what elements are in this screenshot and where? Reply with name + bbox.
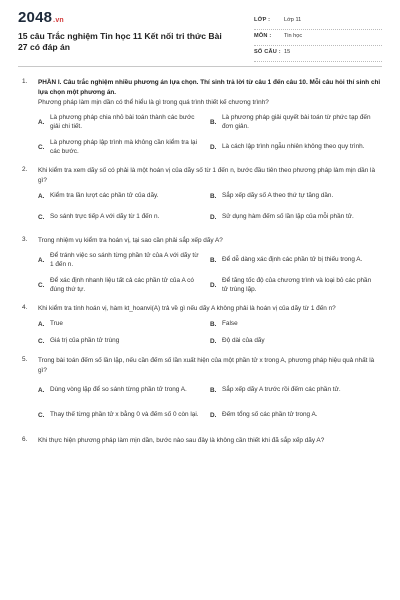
question-6	[22, 436, 382, 446]
meta-label: MÔN :	[254, 33, 272, 39]
option-letter: D.	[210, 281, 217, 289]
option-text: Sắp xếp dãy A trước rồi đếm các phần tử.	[222, 386, 341, 394]
option-grid	[38, 249, 382, 296]
option-letter: A.	[38, 386, 45, 394]
option-b[interactable]	[210, 249, 382, 271]
option-c[interactable]	[38, 274, 210, 296]
meta-value: Lớp 11	[284, 17, 302, 23]
option-text: True	[50, 320, 63, 328]
header-divider	[18, 66, 382, 67]
option-text: Là phương pháp chia nhỏ bài toán thành các bước giải chi tiết.	[50, 113, 195, 130]
question-text: Khi kiểm tra tính hoán vị, hàm kt_hoanvi(A) trả về gì nếu dãy A không phải là hoán vị của dãy từ 1 đến n?	[38, 305, 336, 312]
site-logo[interactable]: 2048.vn	[18, 9, 64, 26]
question-text: Khi thực hiện phương pháp làm mịn dần, bước nào sau đây là không cần thiết khi đã sắp xếp dãy A?	[38, 437, 325, 444]
option-letter: A.	[38, 320, 45, 328]
option-c[interactable]	[38, 206, 210, 228]
option-letter: A.	[38, 256, 45, 264]
option-letter: B.	[210, 192, 217, 200]
option-letter: C.	[38, 411, 45, 419]
question-number: 3.	[22, 236, 28, 243]
question-1	[22, 78, 382, 158]
meta-value: Tin học	[284, 33, 303, 39]
option-letter: C.	[38, 337, 45, 345]
question-text: Trong bài toán đếm số lần lặp, nếu cần đếm số lần xuất hiện của một phần tử x trong A, phương pháp hiệu quả nhất là gì?	[38, 357, 375, 374]
question-4	[22, 304, 382, 348]
question-number: 6.	[22, 436, 28, 443]
option-text: False	[222, 320, 238, 328]
option-letter: B.	[210, 118, 217, 126]
option-c[interactable]	[38, 136, 210, 158]
option-text: Độ dài của dãy	[222, 337, 265, 345]
option-letter: A.	[38, 118, 45, 126]
option-d[interactable]	[210, 206, 382, 228]
option-grid	[38, 111, 382, 158]
option-letter: D.	[210, 337, 217, 345]
option-a[interactable]	[38, 317, 210, 331]
option-text: Kiểm tra lần lượt các phần tử của dãy.	[50, 192, 159, 200]
option-text: Sử dụng hàm đếm số lần lặp của mỗi phần tử.	[222, 213, 354, 221]
option-letter: D.	[210, 411, 217, 419]
question-text: Khi kiểm tra xem dãy số có phải là một hoán vị của dãy số từ 1 đến n, bước đầu tiên theo phương pháp làm mịn dần là gì?	[38, 167, 376, 184]
meta-row-class	[254, 14, 382, 30]
option-c[interactable]	[38, 334, 210, 348]
question-number: 2.	[22, 166, 28, 173]
meta-value: 15	[284, 49, 291, 55]
option-grid	[38, 317, 382, 348]
meta-row-subject	[254, 30, 382, 46]
option-text: Để dễ dàng xác định các phần tử bị thiếu trong A.	[222, 256, 363, 264]
option-d[interactable]	[210, 274, 382, 296]
question-number: 1.	[22, 78, 28, 85]
meta-row-count	[254, 46, 382, 62]
option-letter: C.	[38, 213, 45, 221]
meta-label: LỚP :	[254, 17, 271, 23]
question-number: 5.	[22, 356, 28, 363]
document-meta	[254, 14, 382, 62]
option-letter: B.	[210, 320, 217, 328]
document-header	[0, 0, 400, 66]
option-b[interactable]	[210, 189, 382, 203]
question-2	[22, 166, 382, 228]
question-3	[22, 236, 382, 296]
option-text: Là phương pháp lập trình mà không cần kiểm tra lại các bước.	[50, 138, 198, 155]
option-grid	[38, 379, 382, 426]
option-b[interactable]	[210, 317, 382, 331]
option-c[interactable]	[38, 404, 210, 426]
section-instructions: PHẦN I. Câu trắc nghiệm nhiều phương án lựa chọn. Thí sinh trả lời từ câu 1 đến câu 10. Mỗi câu hỏi thí sinh chỉ lựa chọn một phương án.	[38, 79, 381, 96]
option-b[interactable]	[210, 111, 382, 133]
option-d[interactable]	[210, 136, 382, 158]
option-b[interactable]	[210, 379, 382, 401]
option-text: So sánh trực tiếp A với dãy từ 1 đến n.	[50, 213, 160, 221]
option-letter: A.	[38, 192, 45, 200]
option-a[interactable]	[38, 379, 210, 401]
option-text: Là cách lập trình ngẫu nhiên không theo quy trình.	[222, 143, 365, 151]
option-letter: B.	[210, 386, 217, 394]
option-text: Dùng vòng lặp để so sánh từng phần tử trong A.	[50, 386, 187, 394]
option-letter: B.	[210, 256, 217, 264]
option-text: Để tăng tốc độ của chương trình và loại bỏ các phần tử trùng lặp.	[222, 276, 372, 293]
option-a[interactable]	[38, 189, 210, 203]
option-d[interactable]	[210, 334, 382, 348]
option-a[interactable]	[38, 111, 210, 133]
option-text: Để xác định nhanh liệu tất cả các phần tử của A có đúng thứ tự.	[50, 276, 194, 293]
question-number: 4.	[22, 304, 28, 311]
option-text: Để tránh việc so sánh từng phần tử của A với dãy từ 1 đến n.	[50, 251, 199, 268]
option-d[interactable]	[210, 404, 382, 426]
option-letter: C.	[38, 143, 45, 151]
meta-label: SỐ CÂU :	[254, 49, 281, 55]
option-letter: D.	[210, 143, 217, 151]
option-text: Đếm tổng số các phần tử trong A.	[222, 411, 318, 419]
option-letter: D.	[210, 213, 217, 221]
question-list	[0, 78, 400, 446]
option-text: Giá trị của phần tử trùng	[50, 337, 120, 345]
option-letter: C.	[38, 281, 45, 289]
option-text: Là phương pháp giải quyết bài toán từ phức tạp đến đơn giản.	[222, 113, 371, 130]
question-text: Trong nhiệm vụ kiểm tra hoán vị, tại sao cần phải sắp xếp dãy A?	[38, 237, 223, 244]
option-grid	[38, 189, 382, 228]
option-text: Sắp xếp dãy số A theo thứ tự tăng dần.	[222, 192, 334, 200]
option-a[interactable]	[38, 249, 210, 271]
document-title: 15 câu Trắc nghiệm Tin học 11 Kết nối tri thức Bài 27 có đáp án	[18, 31, 222, 52]
question-text: Phương pháp làm mịn dần có thể hiểu là gì trong quá trình thiết kế chương trình?	[38, 99, 269, 106]
option-text: Thay thế từng phần tử x bằng 0 và đếm số 0 còn lại.	[50, 411, 199, 419]
question-5	[22, 356, 382, 426]
